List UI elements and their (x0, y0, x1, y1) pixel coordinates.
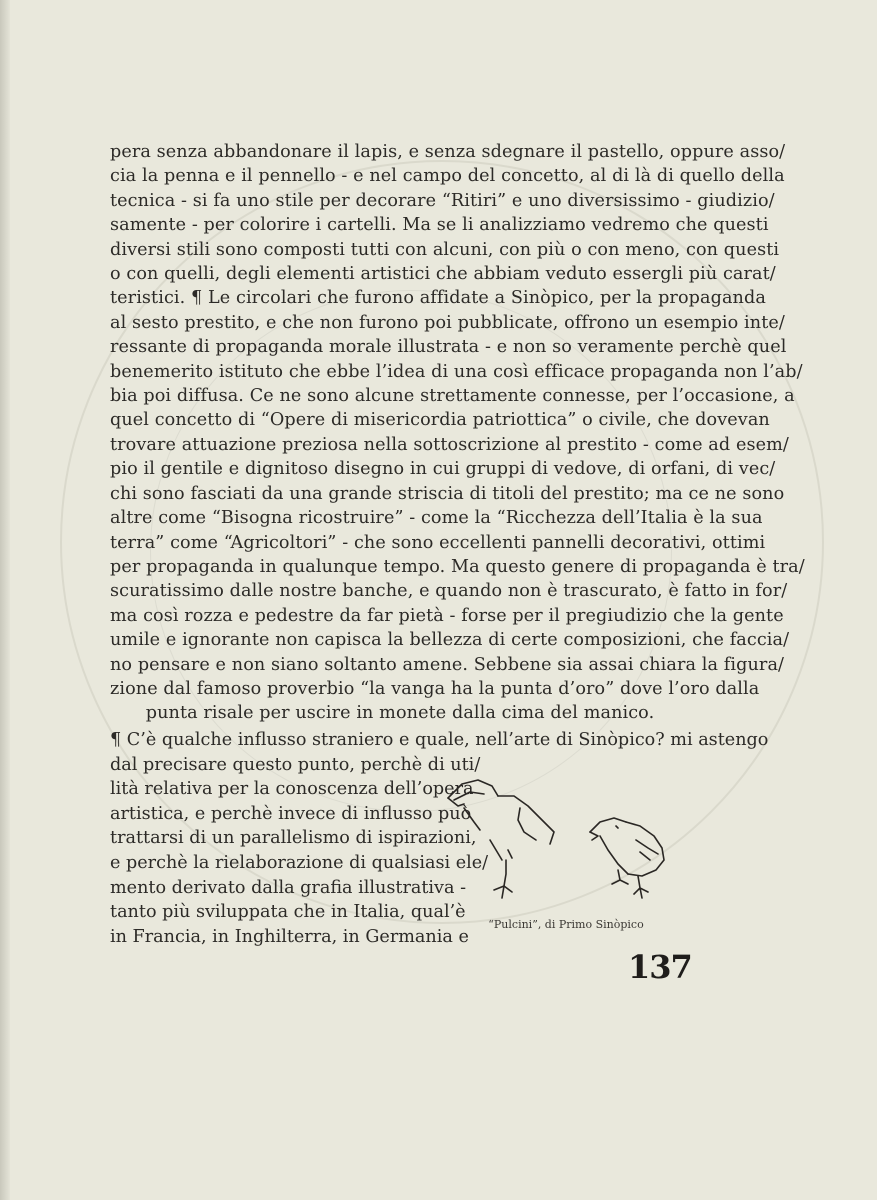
text-line: ma così rozza e pedestre da far pietà - forse per il pregiudizio che la gente (110, 605, 784, 626)
left-chick-drawing (448, 780, 554, 898)
text-line: quel concetto di “Opere di misericordia patriottica” o civile, che dovevan (110, 410, 770, 431)
paragraph-last-line: punta risale per uscire in monete dalla cima del manico. (145, 703, 655, 724)
text-line: pio il gentile e dignitoso disegno in cui gruppi di vedove, di orfani, di vec/ (110, 459, 776, 480)
text-line: trovare attuazione preziosa nella sottoscrizione al prestito - come ad esem/ (110, 434, 789, 455)
text-line: o con quelli, degli elementi artistici che abbiam veduto essergli più carat/ (110, 264, 776, 285)
text-line: bia poi diffusa. Ce ne sono alcune strettamente connesse, per l’occasione, a (110, 386, 795, 407)
text-line: altre come “Bisogna ricostruire” - come la “Ricchezza dell’Italia è la sua (110, 508, 763, 529)
text-line: mento derivato dalla grafia illustrativa - (110, 877, 467, 898)
text-line: umile e ignorante non capisca la bellezza di certe composizioni, che faccia/ (110, 630, 790, 651)
text-line: no pensare e non siano soltanto amene. Sebbene sia assai chiara la figura/ (110, 654, 785, 675)
text-line: in Francia, in Inghilterra, in Germania e (110, 926, 469, 947)
paragraph-1 (110, 140, 805, 726)
text-line: pera senza abbandonare il lapis, e senza sdegnare il pastello, oppure asso/ (110, 142, 786, 162)
chicks-illustration (440, 770, 690, 915)
text-line: e perchè la rielaborazione di qualsiasi ele/ (110, 852, 489, 873)
right-chick-drawing (590, 818, 664, 898)
text-line: diversi stili sono composti tutti con alcuni, con più o con meno, con questi (110, 239, 780, 260)
illustration-caption: “Pulcini”, di Primo Sinòpico (488, 918, 644, 931)
text-line: lità relativa per la conoscenza dell’opera (110, 779, 474, 800)
text-line: scuratissimo dalle nostre banche, e quando non è trascurato, è fatto in for/ (110, 581, 788, 602)
text-line: chi sono fasciati da una grande striscia di titoli del prestito; ma ce ne sono (110, 483, 785, 504)
text-line: tecnica - si fa uno stile per decorare “Ritiri” e uno diversissimo - giudizio/ (110, 190, 775, 211)
text-line: terra” come “Agricoltori” - che sono eccellenti pannelli decorativi, ottimi (110, 532, 766, 553)
text-line: artistica, e perchè invece di influsso può (110, 803, 472, 824)
page-edge (0, 0, 10, 1200)
text-line: samente - per colorire i cartelli. Ma se li analizziamo vedremo che questi (110, 215, 769, 236)
text-line: per propaganda in qualunque tempo. Ma questo genere di propaganda è tra/ (110, 556, 805, 577)
text-line: ressante di propaganda morale illustrata - e non so veramente perchè quel (110, 337, 787, 358)
page-number: 137 (628, 948, 692, 986)
text-line: trattarsi di un parallelismo di ispirazioni, (110, 828, 477, 849)
text-line: tanto più sviluppata che in Italia, qual’è (110, 902, 466, 923)
text-line: benemerito istituto che ebbe l’idea di una così efficace propaganda non l’ab/ (110, 361, 803, 382)
text-line: ¶ C’è qualche influsso straniero e quale, nell’arte di Sinòpico? mi astengo (110, 730, 769, 750)
text-line: zione dal famoso proverbio “la vanga ha la punta d’oro” dove l’oro dalla (110, 678, 760, 699)
text-line: dal precisare questo punto, perchè di uti/ (110, 754, 481, 775)
text-line: cia la penna e il pennello - e nel campo del concetto, al di là di quello della (110, 166, 785, 187)
text-line: teristici. ¶ Le circolari che furono affidate a Sinòpico, per la propaganda (110, 288, 766, 309)
text-line: al sesto prestito, e che non furono poi pubblicate, offrono un esempio inte/ (110, 312, 785, 333)
